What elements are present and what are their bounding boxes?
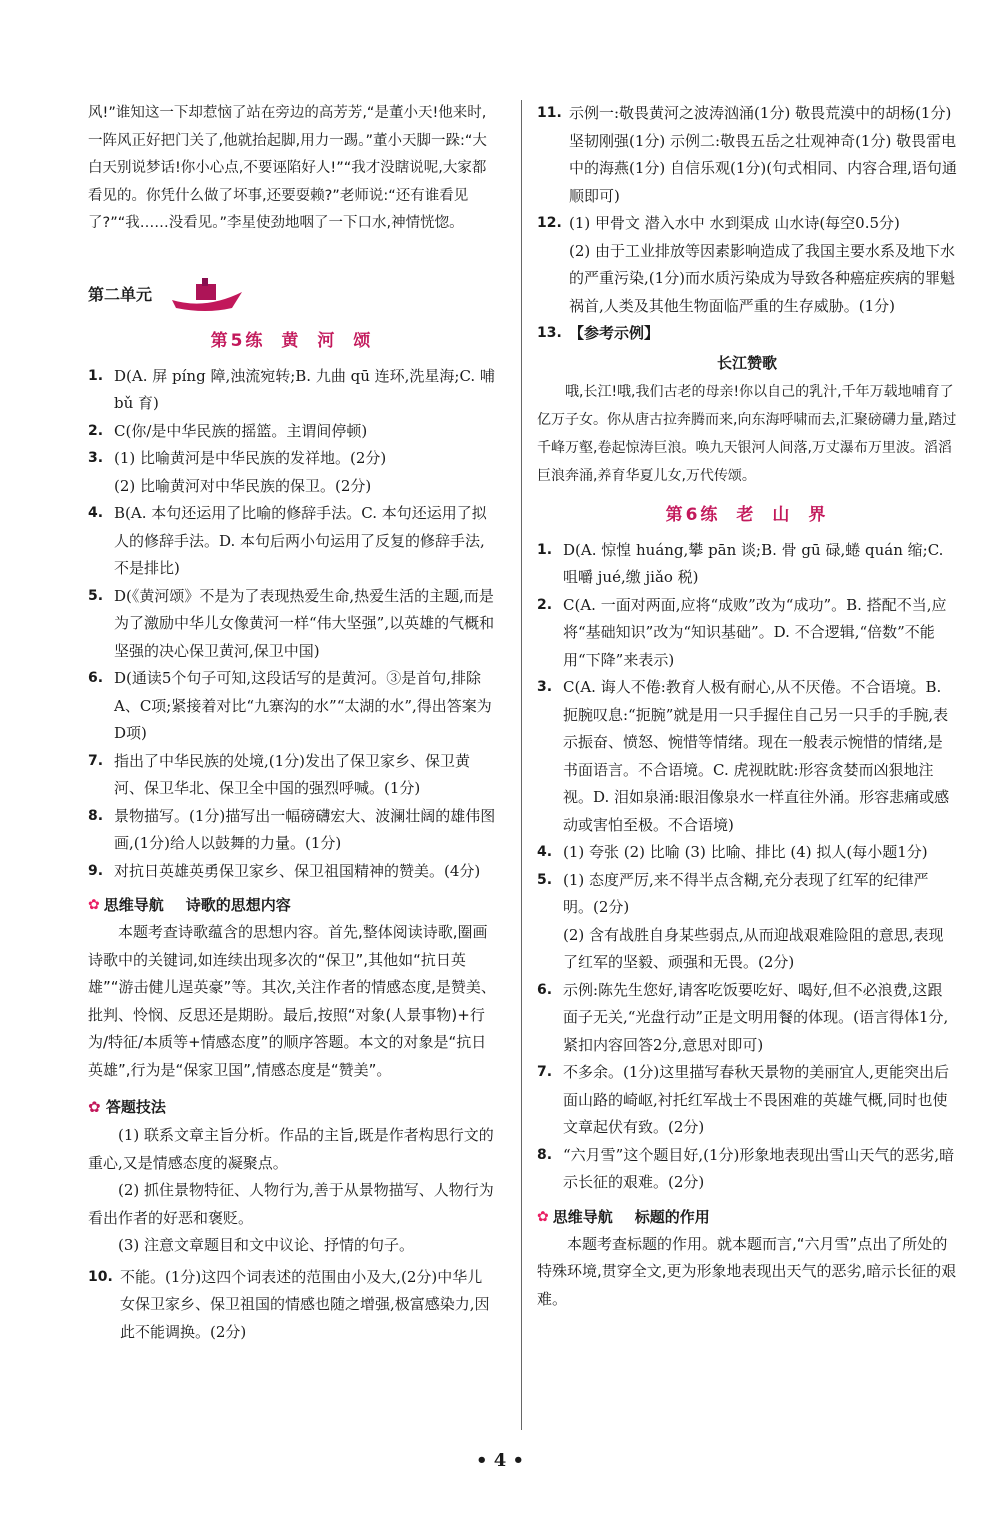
answer-item: 8. 景物描写。(1分)描写出一幅磅礴宏大、波澜壮阔的雄伟图画,(1分)给人以鼓舞的力量。(1分) [88, 806, 496, 852]
answer-item: 4. B(A. 本句还运用了比喻的修辞手法。C. 本句还运用了拟人的修辞手法。D. 本句后两小句运用了反复的修辞手法,不是排比) [88, 504, 487, 577]
answer-item: 3. (1) 比喻黄河是中华民族的发祥地。(2分) (2) 比喻黄河对中华民族的保卫。(2分) [88, 449, 387, 495]
poem-title: 长江赞歌 [716, 353, 777, 372]
answer-item: 5. (1) 态度严厉,来不得半点含糊,充分表现了红军的纪律严明。(2分) (2) 含有战胜自身某些弱点,从而迎战艰难险阻的意思,表现了红军的坚毅、顽强和无畏。(2分) [537, 870, 944, 971]
poem-text: 哦,长江!哦,我们古老的母亲!你以自己的乳汁,千年万载地哺育了亿万子女。你从唐古拉奔腾而来,向东海呼啸而去,汇聚磅礴力量,踏过千峰万壑,卷起惊涛巨浪。唤九天银河人间落,万丈瀑布万里波。滔滔巨浪奔涌,养育华夏儿女,万代传颂。 [537, 383, 957, 484]
answer-item: 12. (1) 甲骨文 潜入水中 水到渠成 山水诗(每空0.5分) (2) 由于工业排放等因素影响造成了我国主要水系及地下水的严重污染,(1分)而水质污染成为导致各种癌症疾病的罪魁祸首,人类及其他生物面临严重的生存威胁。(1分) [537, 214, 956, 315]
flower-icon: ✿ [88, 897, 100, 913]
answer-item: 5. D(《黄河颂》不是为了表现热爱生命,热爱生活的主题,而是为了激励中华儿女像黄河一样“伟大坚强”,以英雄的气概和坚强的决心保卫黄河,保卫中国) [88, 586, 495, 660]
answer-item: 9. 对抗日英雄英勇保卫家乡、保卫祖国精神的赞美。(4分) [88, 861, 481, 880]
tip-line: (1) 联系文章主旨分析。作品的主旨,既是作者构思行文的重心,又是情感态度的凝聚点。 [88, 1126, 494, 1172]
unit-label: 第二单元 [88, 284, 153, 304]
answer-item: 13. 【参考示例】 [537, 324, 660, 342]
ship-decoration-icon [166, 270, 246, 314]
lesson-6-title: 第6练 老 山 界 [665, 504, 829, 525]
unit-header [88, 256, 496, 316]
answer-item: 7. 不多余。(1分)这里描写春秋天景物的美丽宜人,更能突出后面山路的崎岖,衬托红军战士不畏困难的英雄气概,同时也使文章起伏有致。(2分) [537, 1063, 950, 1136]
thinking-nav-text: 本题考查诗歌蕴含的思想内容。首先,整体阅读诗歌,圈画诗歌中的关键词,如连续出现多次的“保卫”,其他如“抗日英雄”“游击健儿逞英豪”等。其次,关注作者的情感态度,是赞美、批判、怜悯、反思还是期盼。最后,按照“对象(人景事物)+行为/特征/本质等+情感态度”的顺序答题。本文的对象是“抗日英雄”,行为是“保家卫国”,情感态度是“赞美”。 [88, 923, 496, 1079]
answer-item: 1. D(A. 惊惶 huáng,攀 pān 谈;B. 骨 gū 碌,蜷 quán 缩;C. 咀嚼 jué,缴 jiǎo 税) [537, 540, 944, 586]
answer-item: 3. C(A. 诲人不倦:教育人极有耐心,从不厌倦。不合语境。B. 扼腕叹息:“扼腕”就是用一只手握住自己另一只手的手腕,表示振奋、愤怒、惋惜等情绪。现在一般表示惋惜的情绪,是书面语言。不合语境。C. 虎视眈眈:形容贪婪而凶狠地注视。D. 泪如泉涌:眼泪像泉水一样直往外涌。形容悲痛或感动或害怕至极。不合语境) [537, 678, 950, 834]
answer-item: 7. 指出了中华民族的处境,(1分)发出了保卫家乡、保卫黄河、保卫华北、保卫全中国的强烈呼喊。(1分) [88, 751, 471, 797]
left-column [88, 100, 496, 1346]
answer-item: 8. “六月雪”这个题目好,(1分)形象地表现出雪山天气的恶劣,暗示长征的艰难。(2分) [537, 1145, 955, 1191]
answer-item: 1. D(A. 屏 píng 障,浊流宛转;B. 九曲 qū 连环,洗星海;C. 哺 bǔ 育) [88, 366, 495, 412]
answer-item: 4. (1) 夸张 (2) 比喻 (3) 比喻、排比 (4) 拟人(每小题1分) [537, 843, 928, 861]
story-continuation: 风!”谁知这一下却惹恼了站在旁边的高芳芳,“是董小天!他来时,一阵风正好把门关了,他就抬起脚,用力一踢。”董小天脚一跺:“大白天别说梦话!你小心点,不要诬陷好人!”“我才没瞎说呢,大家都看见的。你凭什么做了坏事,还要耍赖?”老师说:“还有谁看见了?”“我……没看见。”李星使劲地咽了一下口水,神情恍惚。 [88, 105, 487, 231]
thinking-nav-text: 本题考查标题的作用。就本题而言,“六月雪”点出了所处的特殊环境,贯穿全文,更为形象地表现出天气的恶劣,暗示长征的艰难。 [537, 1234, 957, 1308]
lesson-5-title: 第5练 黄 河 颂 [210, 330, 374, 351]
answer-item: 2. C(A. 一面对两面,应将“成败”改为“成功”。B. 搭配不当,应将“基础知识”改为“知识基础”。D. 不合逻辑,“倍数”不能用“下降”来表示) [537, 595, 947, 669]
tip-line: (3) 注意文章题目和文中议论、抒情的句子。 [118, 1236, 415, 1254]
column-divider [521, 100, 522, 1430]
page-number: • 4 • [475, 1450, 525, 1471]
answer-item: 2. C(你/是中华民族的摇篮。主谓间停顿) [88, 421, 368, 440]
answer-item: 6. 示例:陈先生您好,请客吃饭要吃好、喝好,但不必浪费,这跟面子无关,“光盘行动”正是文明用餐的体现。(语言得体1分,紧扣内容回答2分,意思对即可) [537, 980, 949, 1054]
answer-item: 11. 示例一:敬畏黄河之波涛汹涌(1分) 敬畏荒漠中的胡杨(1分) 坚韧刚强(1分) 示例二:敬畏五岳之壮观神奇(1分) 敬畏雷电中的海燕(1分) 自信乐观(1分)(句式相同、内容合理,语句通顺即可) [537, 104, 957, 205]
tip-line: (2) 抓住景物特征、人物行为,善于从景物描写、人物行为看出作者的好恶和褒贬。 [88, 1181, 494, 1227]
flower-icon: ✿ [537, 1208, 549, 1225]
thinking-nav-header: ✿ 思维导航 标题的作用 [537, 1203, 957, 1231]
answer-item: 6. D(通读5个句子可知,这段话写的是黄河。③是首句,排除A、C项;紧接着对比“九寨沟的水”“太湖的水”,得出答案为D项) [88, 669, 492, 742]
flower-icon: ✿ [88, 1098, 101, 1116]
answer-tips-header: ✿ 答题技法 [88, 1098, 166, 1116]
thinking-nav-header: ✿ 思维导航 诗歌的思想内容 [88, 891, 496, 919]
answer-item: 10. 不能。(1分)这四个词表述的范围由小及大,(2分)中华儿女保卫家乡、保卫祖国的情感也随之增强,极富感染力,因此不能调换。(2分) [88, 1267, 490, 1341]
right-column [537, 100, 957, 1313]
